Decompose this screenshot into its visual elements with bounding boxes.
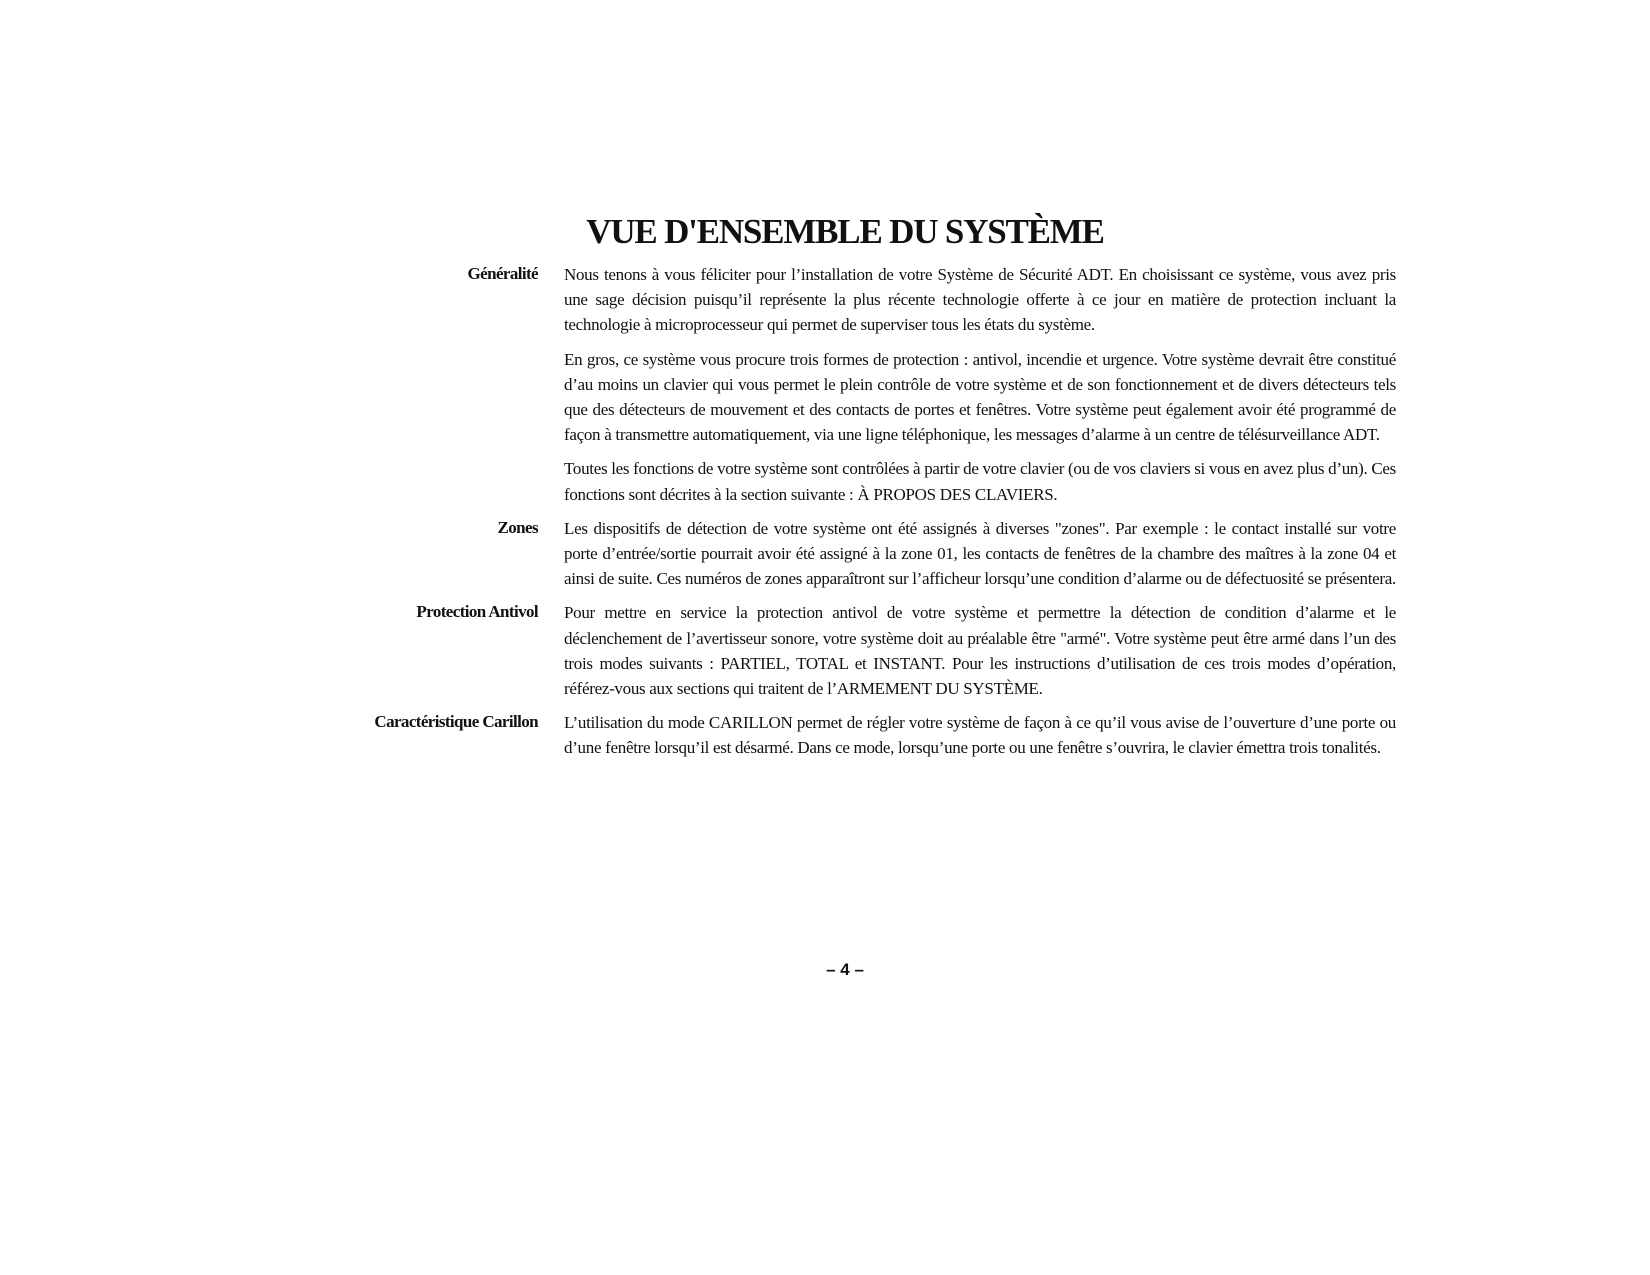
document-content <box>0 262 1650 770</box>
section-zones <box>0 516 1650 592</box>
section-generalite <box>0 262 1650 507</box>
paragraph: Nous tenons à vous féliciter pour l’installation de votre Système de Sécurité ADT. En choisissant ce système, vous avez pris une sage décision puisqu’il représente la plus récente technologie offerte à ce jour en matière de protection incluant la technologie à microprocesseur qui permet de superviser tous les états du système. <box>564 265 1396 335</box>
section-label: Généralité <box>467 264 538 283</box>
section-label: Zones <box>497 517 538 537</box>
paragraph: En gros, ce système vous procure trois formes de protection : antivol, incendie et urgence. Votre système devrait être constitué d’au moins un clavier qui vous permet le plein contrôle de votre système et de son fonctionnement et de divers détecteurs tels que des détecteurs de mouvement et des contacts de portes et fenêtres. Votre système peut également avoir été programmé de façon à transmettre automatiquement, via une ligne téléphonique, les messages d’alarme à un centre de télésurveillance ADT. <box>564 349 1396 445</box>
section-body <box>564 516 1396 592</box>
paragraph: Les dispositifs de détection de votre système ont été assignés à diverses "zones". Par exemple : le contact installé sur votre porte d’entrée/sortie pourrait avoir été assigné à la zone 01, les contacts de fenêtres de la chambre des maîtres à la zone 04 et ainsi de suite. Ces numéros de zones apparaîtront sur l’afficheur lorsqu’une condition d’alarme ou de défectuosité se présentera. <box>564 518 1396 589</box>
section-caracteristique-carillon <box>0 710 1650 760</box>
page-title: VUE D'ENSEMBLE DU SYSTÈME <box>586 212 1104 251</box>
section-protection-antivol <box>0 600 1650 701</box>
section-label: Protection Antivol <box>416 602 538 622</box>
paragraph: Pour mettre en service la protection antivol de votre système et permettre la détection de condition d’alarme et le déclenchement de l’avertisseur sonore, votre système doit au préalable être "armé". Votre système peut être armé dans l’un des trois modes suivants : PARTIEL, TOTAL et INSTANT. Pour les instructions d’utilisation de ces trois modes d’opération, référez-vous aux sections qui traitent de l’ARMEMENT DU SYSTÈME. <box>564 603 1396 699</box>
section-body <box>564 600 1396 701</box>
paragraph: Toutes les fonctions de votre système sont contrôlées à partir de votre clavier (ou de vos claviers si vous en avez plus d’un). Ces fonctions sont décrites à la section suivante : À PROPOS DES CLAVIERS. <box>564 459 1396 504</box>
section-body <box>564 710 1396 760</box>
page-number: – 4 – <box>826 960 864 979</box>
paragraph: L’utilisation du mode CARILLON permet de régler votre système de façon à ce qu’il vous avise de l’ouverture d’une porte ou d’une fenêtre lorsqu’il est désarmé. Dans ce mode, lorsqu’une porte ou une fenêtre s’ouvrira, le clavier émettra trois tonalités. <box>564 713 1396 758</box>
section-label: Caractéristique Carillon <box>374 712 538 732</box>
section-body <box>564 262 1396 507</box>
